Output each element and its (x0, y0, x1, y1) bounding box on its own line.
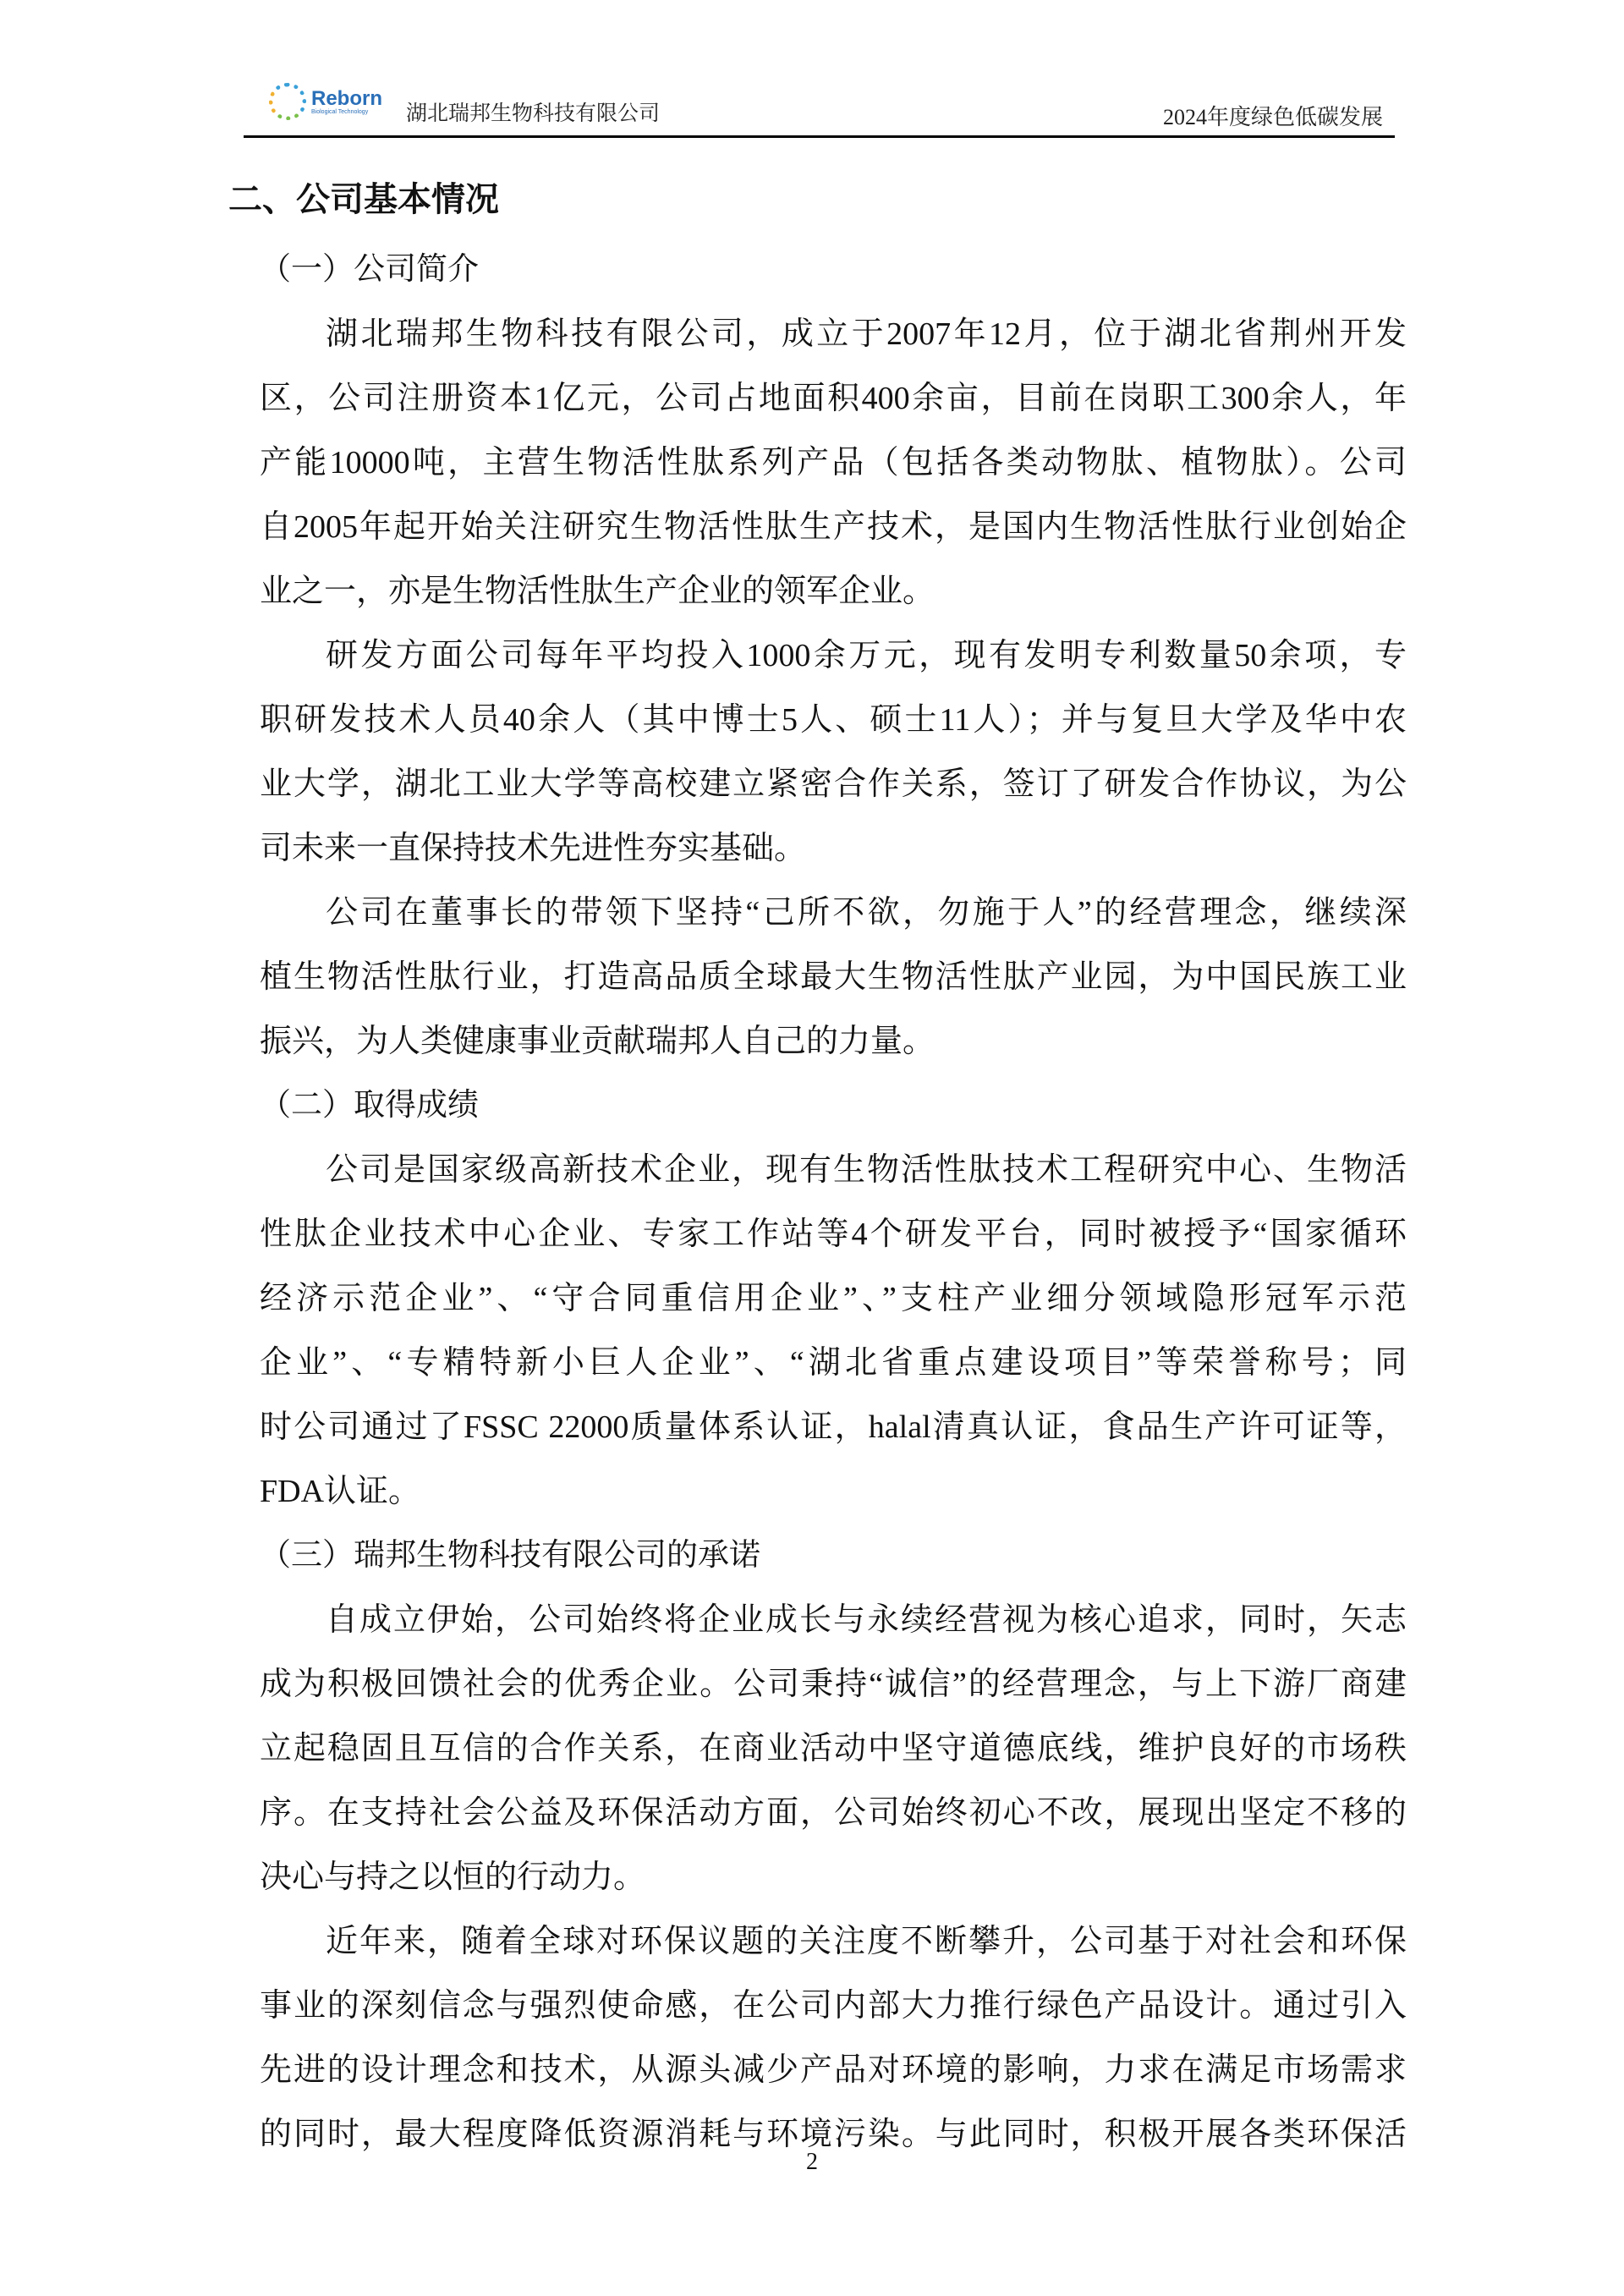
text-line: 业之一，亦是生物活性肽生产企业的领军企业。 (260, 574, 935, 609)
paragraph (260, 302, 1407, 623)
text-line: FDA认证。 (260, 1474, 421, 1509)
text-line: 成为积极回馈社会的优秀企业。公司秉持“诚信”的经营理念，与上下游厂商建 (260, 1667, 1407, 1702)
logo-word: Reborn (311, 86, 382, 110)
header-company-name: 湖北瑞邦生物科技有限公司 (406, 102, 661, 125)
company-logo (269, 83, 382, 120)
text-line: 时公司通过了FSSC 22000质量体系认证，halal清真认证，食品生产许可证等， (260, 1409, 1407, 1445)
paragraph (260, 623, 1407, 881)
text-line: 性肽企业技术中心企业、专家工作站等4个研发平台，同时被授予“国家循环 (260, 1217, 1407, 1252)
text-line: 湖北瑞邦生物科技有限公司，成立于2007年12月，位于湖北省荆州开发 (326, 316, 1407, 352)
text-line: 的同时，最大程度降低资源消耗与环境污染。与此同时，积极开展各类环保活 (260, 2117, 1407, 2152)
document-body (260, 238, 1407, 2167)
text-line: 研发方面公司每年平均投入1000余万元，现有发明专利数量50余项，专 (326, 638, 1407, 673)
header-document-title: 2024年度绿色低碳发展 (1162, 105, 1383, 129)
text-line: 近年来，随着全球对环保议题的关注度不断攀升，公司基于对社会和环保 (326, 1924, 1407, 1959)
section-title: 二、公司基本情况 (228, 180, 499, 218)
text-line: （二）取得成绩 (260, 1088, 479, 1123)
paragraph (260, 1138, 1407, 1524)
text-line: 事业的深刻信念与强烈使命感，在公司内部大力推行绿色产品设计。通过引入 (260, 1988, 1407, 2024)
text-line: 立起稳固且互信的合作关系，在商业活动中坚守道德底线，维护良好的市场秩 (260, 1731, 1407, 1766)
paragraph (260, 881, 1407, 1074)
header-divider (244, 135, 1395, 138)
text-line: 经济示范企业”、“守合同重信用企业”、”支柱产业细分领域隐形冠军示范 (260, 1281, 1407, 1316)
text-line: 先进的设计理念和技术，从源头减少产品对环境的影响，力求在满足市场需求 (260, 2052, 1407, 2088)
text-line: 公司在董事长的带领下坚持“己所不欲，勿施于人”的经营理念，继续深 (326, 895, 1407, 931)
text-line: 区，公司注册资本1亿元，公司占地面积400余亩，目前在岗职工300余人，年 (260, 381, 1407, 416)
page-header (244, 74, 1395, 135)
text-line: 序。在支持社会公益及环保活动方面，公司始终初心不改，展现出坚定不移的 (260, 1795, 1407, 1831)
logo-ring-icon (269, 83, 306, 120)
paragraph (260, 1909, 1407, 2167)
text-line: 职研发技术人员40余人（其中博士5人、硕士11人）；并与复旦大学及华中农 (260, 702, 1407, 738)
text-line: 产能10000吨，主营生物活性肽系列产品（包括各类动物肽、植物肽）。公司 (260, 445, 1407, 481)
text-line: 植生物活性肽行业，打造高品质全球最大生物活性肽产业园，为中国民族工业 (260, 959, 1407, 995)
subsection-heading (260, 1074, 1407, 1138)
text-line: 自成立伊始，公司始终将企业成长与永续经营视为核心追求，同时，矢志 (326, 1602, 1407, 1638)
text-line: 公司是国家级高新技术企业，现有生物活性肽技术工程研究中心、生物活 (326, 1152, 1407, 1188)
page-number: 2 (806, 2149, 818, 2175)
paragraph (260, 1588, 1407, 1909)
text-line: 振兴，为人类健康事业贡献瑞邦人自己的力量。 (260, 1024, 935, 1059)
subsection-heading (260, 1524, 1407, 1588)
text-line: 司未来一直保持技术先进性夯实基础。 (260, 831, 807, 866)
text-line: 自2005年起开始关注研究生物活性肽生产技术，是国内生物活性肽行业创始企 (260, 509, 1407, 545)
text-line: （三）瑞邦生物科技有限公司的承诺 (260, 1538, 760, 1573)
text-line: 决心与持之以恒的行动力。 (260, 1859, 646, 1895)
text-line: 业大学，湖北工业大学等高校建立紧密合作关系，签订了研发合作协议，为公 (260, 766, 1407, 802)
text-line: 企业”、“专精特新小巨人企业”、“湖北省重点建设项目”等荣誉称号；同 (260, 1345, 1407, 1381)
logo-subtitle: Biological Technology (311, 108, 369, 115)
subsection-heading (260, 238, 1407, 302)
text-line: （一）公司简介 (260, 252, 479, 287)
